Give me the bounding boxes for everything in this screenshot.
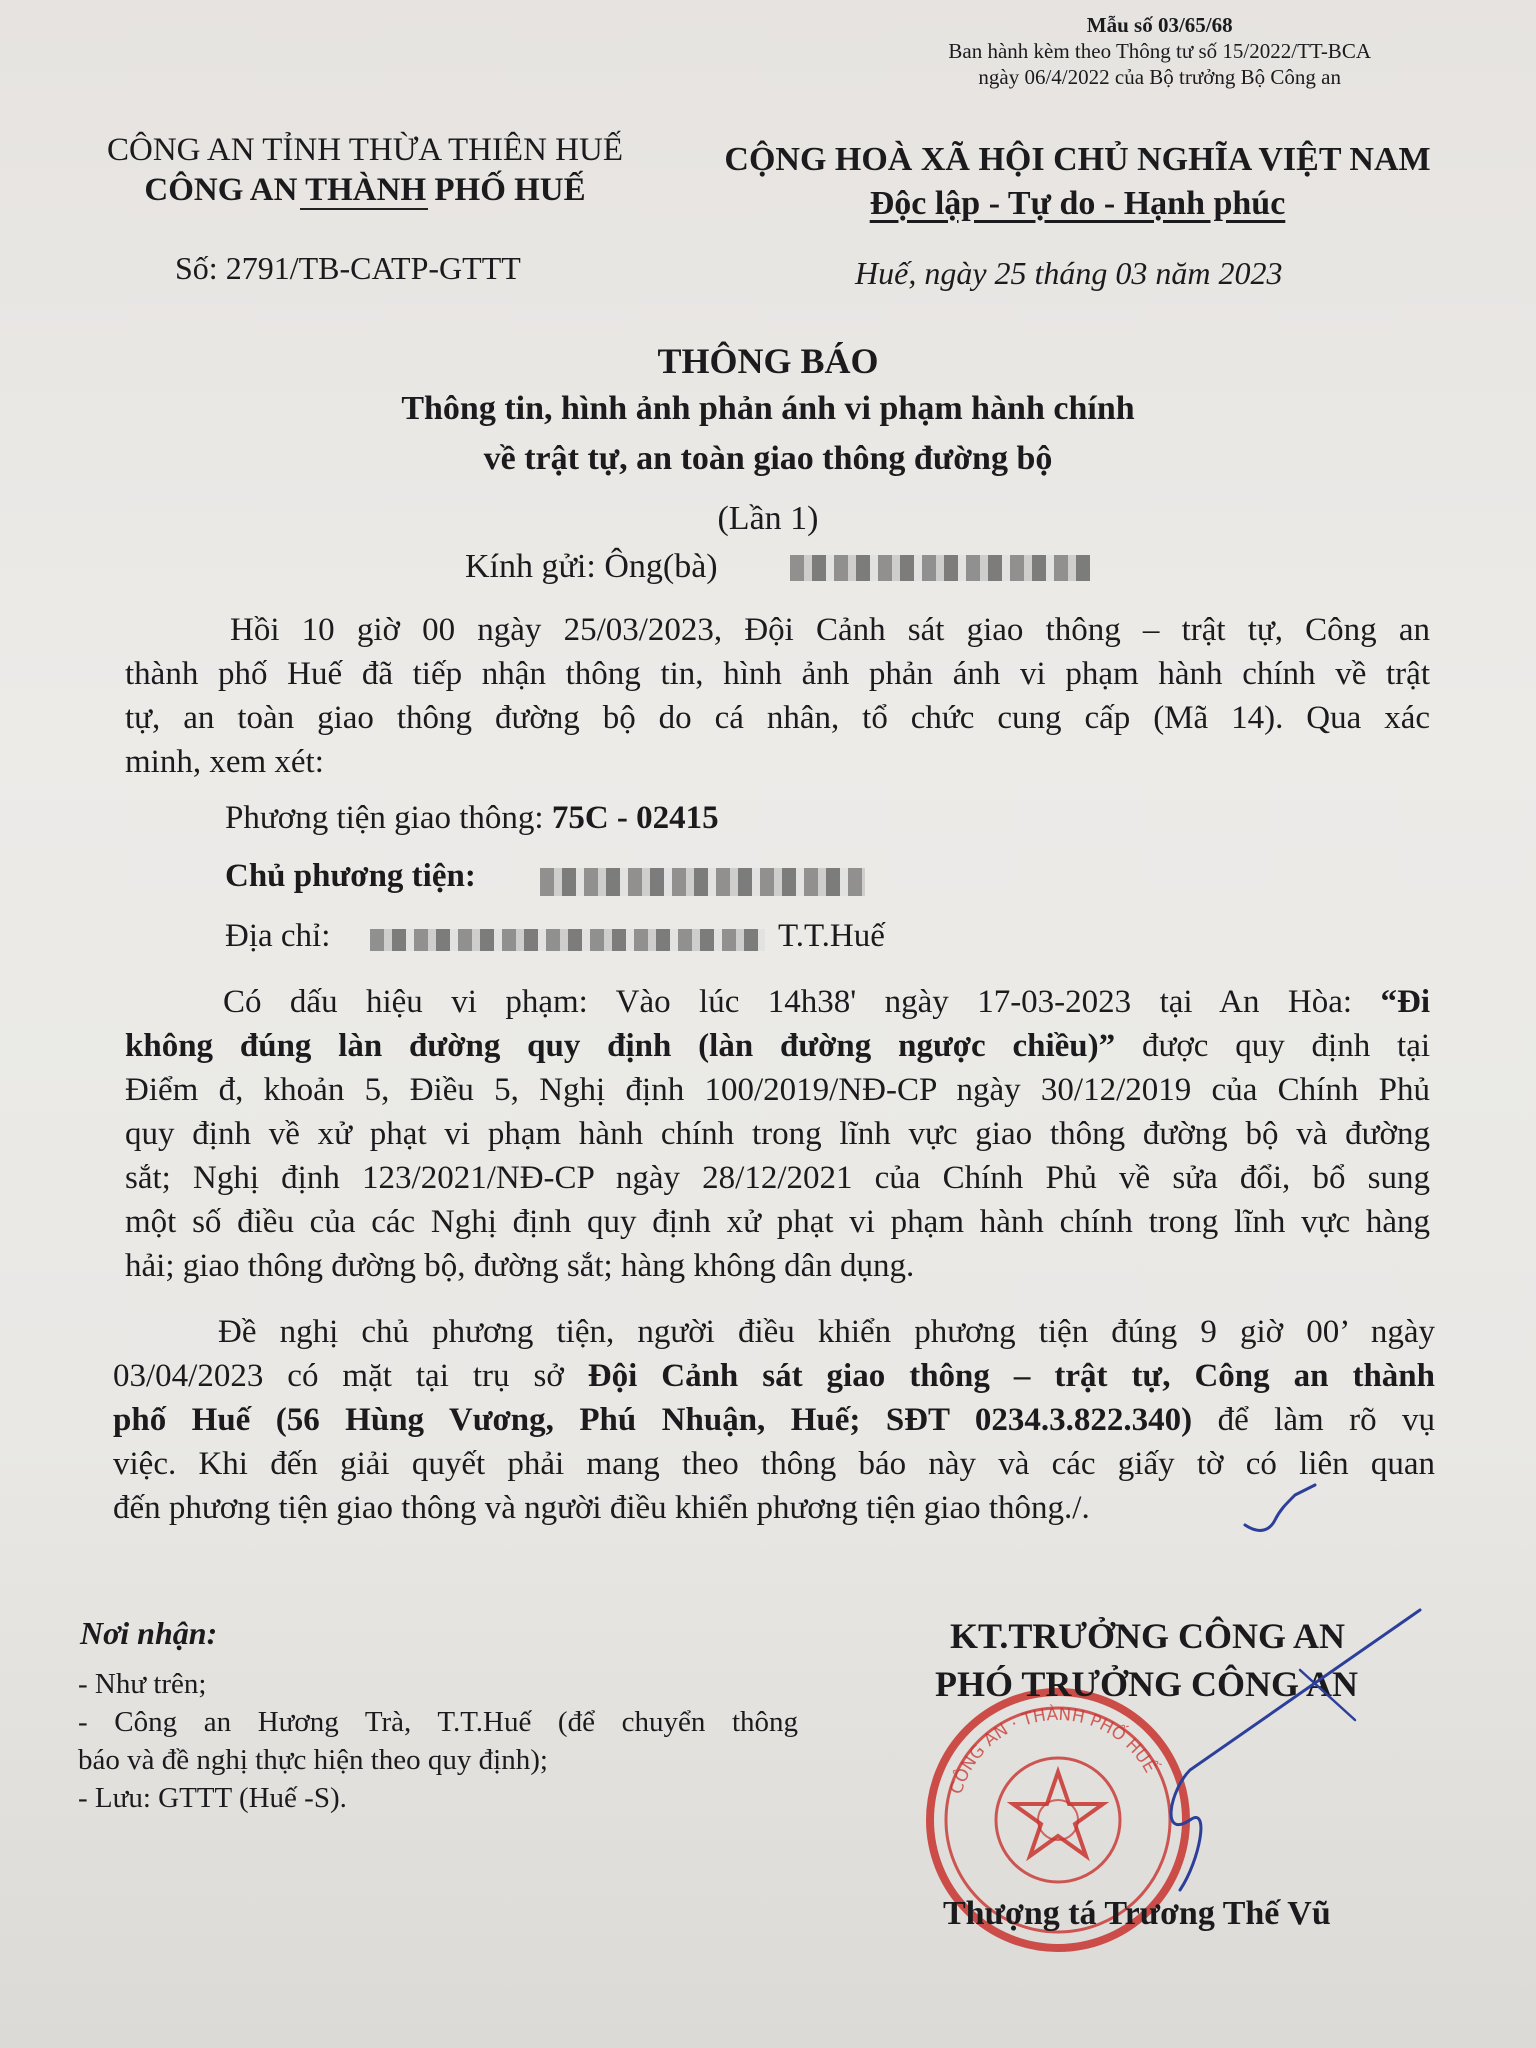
request-paragraph xyxy=(113,1310,1435,1530)
vehicle-plate: 75C - 02415 xyxy=(551,800,719,836)
document-title: THÔNG BÁO xyxy=(657,341,879,381)
place-date: Huế, ngày 25 tháng 03 năm 2023 xyxy=(855,255,1283,291)
violation-line: Điểm đ, khoản 5, Điều 5, Nghị định 100/2019/NĐ-CP ngày 30/12/2019 của Chính Phủ xyxy=(125,1072,1430,1108)
form-code-line-1: Ban hành kèm theo Thông tư số 15/2022/TT-BCA xyxy=(948,39,1371,63)
violation-line: quy định về xử phạt vi phạm hành chính trong lĩnh vực giao thông đường bộ và đường xyxy=(125,1116,1430,1152)
redacted-address xyxy=(370,929,765,951)
request-line-3-plain: để làm rõ vụ xyxy=(1217,1402,1436,1438)
intro-line: thành phố Huế đã tiếp nhận thông tin, hình ảnh phản ánh vi phạm hành chính về trật xyxy=(125,656,1430,692)
nation-header xyxy=(705,138,1450,226)
document-number: Số: 2791/TB-CATP-GTTT xyxy=(175,250,521,286)
intro-line: minh, xem xét: xyxy=(125,744,324,780)
request-line-2-plain: 03/04/2023 có mặt tại trụ sở xyxy=(113,1358,564,1394)
svg-text:CÔNG AN · THÀNH PHỐ HUẾ: CÔNG AN · THÀNH PHỐ HUẾ xyxy=(946,1704,1160,1797)
signature-title-2: PHÓ TRƯỞNG CÔNG AN xyxy=(935,1664,1359,1704)
request-line-5: đến phương tiện giao thông và người điều khiển phương tiện giao thông./. xyxy=(113,1490,1090,1526)
paraph-mark xyxy=(1240,1480,1320,1540)
redacted-owner-name xyxy=(540,868,865,896)
violation-after-quote: được quy định tại xyxy=(1141,1028,1431,1064)
request-line-3-bold: phố Huế (56 Hùng Vương, Phú Nhuận, Huế; SĐT 0234.3.822.340) xyxy=(113,1402,1193,1438)
violation-lead: Có dấu hiệu vi phạm: Vào lúc 14h38' ngày 17-03-2023 tại An Hòa: xyxy=(223,984,1353,1020)
recipients-title: Nơi nhận: xyxy=(80,1615,218,1651)
vehicle-row xyxy=(225,800,719,837)
request-line-2-bold: Đội Cảnh sát giao thông – trật tự, Công an thành xyxy=(587,1358,1435,1394)
attempt-number: (Lần 1) xyxy=(717,500,819,537)
handwritten-signature xyxy=(1150,1600,1470,1900)
intro-line: tự, an toàn giao thông đường bộ do cá nhân, tổ chức cung cấp (Mã 14). Qua xác xyxy=(125,700,1430,736)
signer-name: Thượng tá Trương Thế Vũ xyxy=(943,1895,1331,1932)
recipients-item: - Công an Hương Trà, T.T.Huế (để chuyển thông xyxy=(78,1706,798,1738)
document-subtitle-2: về trật tự, an toàn giao thông đường bộ xyxy=(483,440,1053,477)
nation-name: CỘNG HOÀ XÃ HỘI CHỦ NGHĨA VIỆT NAM xyxy=(724,141,1431,178)
violation-line: một số điều của các Nghị định quy định xử phạt vi phạm hành chính trong lĩnh vực hàng xyxy=(125,1204,1430,1240)
request-line-4: việc. Khi đến giải quyết phải mang theo thông báo này và các giấy tờ có liên quan xyxy=(113,1446,1435,1482)
violation-paragraph xyxy=(125,980,1430,1288)
violation-line: hải; giao thông đường bộ, đường sắt; hàng không dân dụng. xyxy=(125,1248,915,1284)
agency-header xyxy=(80,130,650,210)
document-subtitle-1: Thông tin, hình ảnh phản ánh vi phạm hành chính xyxy=(401,390,1135,427)
violation-quote: không đúng làn đường quy định (làn đường ngược chiều)” xyxy=(125,1028,1116,1064)
form-code-line-2: ngày 06/4/2022 của Bộ trưởng Bộ Công an xyxy=(978,65,1341,89)
signature-title-1: KT.TRƯỞNG CÔNG AN xyxy=(950,1616,1346,1656)
address-label: Địa chỉ: xyxy=(225,918,331,954)
address-suffix: T.T.Huế xyxy=(778,918,885,954)
request-line-1: Đề nghị chủ phương tiện, người điều khiển phương tiện đúng 9 giờ 00’ ngày xyxy=(218,1314,1435,1350)
recipients-list xyxy=(78,1665,798,1817)
form-code-block xyxy=(948,12,1371,90)
violation-line: sắt; Nghị định 123/2021/NĐ-CP ngày 28/12/2021 của Chính Phủ về sửa đổi, bổ sung xyxy=(125,1160,1430,1196)
recipients-item: - Như trên; xyxy=(78,1668,207,1700)
owner-label: Chủ phương tiện: xyxy=(225,858,476,894)
recipient-label: Kính gửi: Ông(bà) xyxy=(465,548,718,585)
intro-paragraph xyxy=(125,608,1430,784)
recipients-item: - Lưu: GTTT (Huế -S). xyxy=(78,1782,347,1814)
agency-name: CÔNG AN THÀNH PHỐ HUẾ xyxy=(144,172,586,208)
violation-quote-start: “Đi xyxy=(1380,984,1430,1020)
vehicle-label: Phương tiện giao thông: xyxy=(225,800,544,836)
redacted-recipient-name xyxy=(790,555,1090,581)
agency-parent: CÔNG AN TỈNH THỪA THIÊN HUẾ xyxy=(106,132,623,168)
form-code-title: Mẫu số 03/65/68 xyxy=(1086,13,1233,37)
agency-underline xyxy=(300,208,428,210)
recipients-item: báo và đề nghị thực hiện theo quy định); xyxy=(78,1744,548,1776)
nation-motto: Độc lập - Tự do - Hạnh phúc xyxy=(869,185,1286,222)
intro-line: Hồi 10 giờ 00 ngày 25/03/2023, Đội Cảnh sát giao thông – trật tự, Công an xyxy=(230,612,1430,648)
